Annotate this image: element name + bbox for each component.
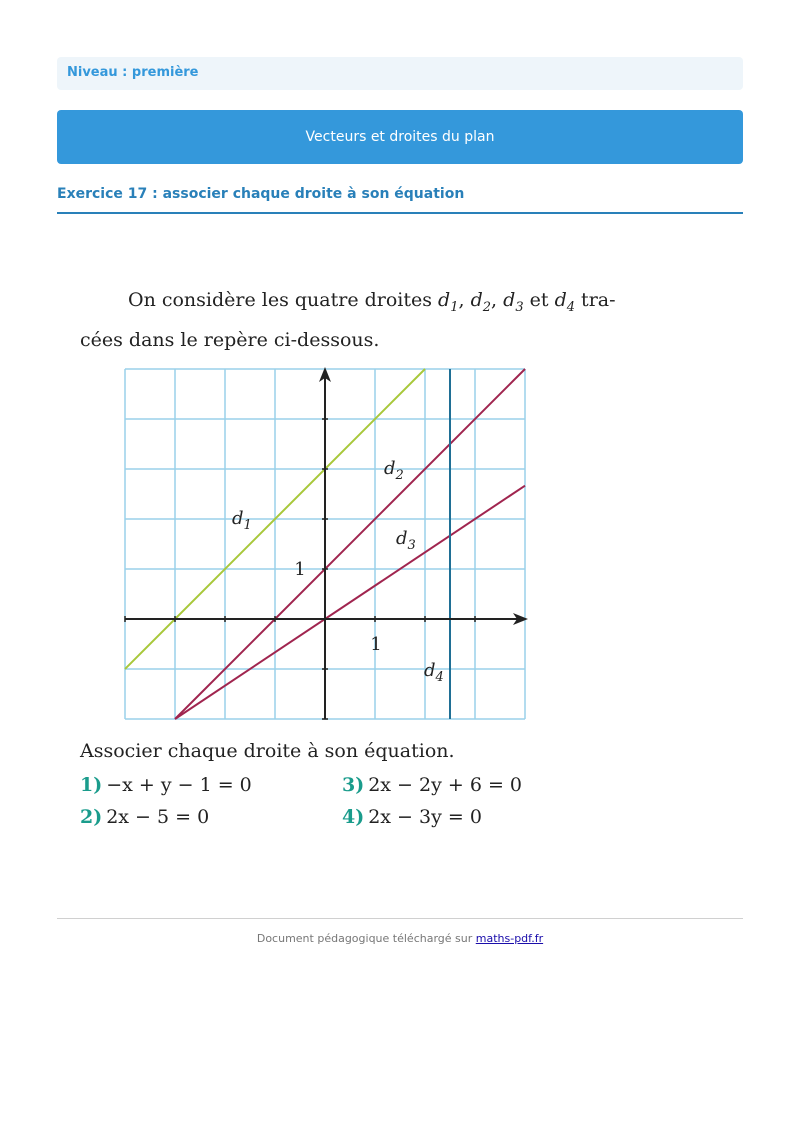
level-text: Niveau : première (67, 65, 199, 80)
equation-1 (80, 774, 252, 796)
intro-label-d4: $d_4$ (554, 289, 576, 315)
equation-2 (80, 806, 209, 828)
equation-2-number: 2) (80, 806, 103, 828)
label-d2: $d_2$ (384, 458, 404, 483)
intro-text-a: On considère les quatre droites (128, 289, 439, 311)
chapter-title: Vecteurs et droites du plan (305, 129, 495, 145)
exercise-intro: On considère les quatre droites $d_1$, $d_2$, $d_3$ et $d_4$ tra- cées dans le repère ci-dessous. (80, 289, 616, 351)
label-d1: $d_1$ (232, 508, 252, 533)
label-d4: $d_4$ (424, 660, 444, 685)
intro-text-b: tra- (575, 289, 616, 311)
exercise-title: Exercice 17 : associer chaque droite à son équation (57, 186, 465, 202)
chapter-banner (57, 110, 743, 164)
equation-1-number: 1) (80, 774, 103, 796)
axes (125, 367, 528, 719)
footer-rule (57, 918, 743, 919)
x-tick-label-1: 1 (370, 634, 382, 655)
equation-1-text: −x + y − 1 = 0 (106, 774, 252, 796)
y-tick-label-1: 1 (294, 559, 306, 580)
equation-4 (342, 806, 482, 828)
equation-3 (342, 774, 522, 796)
equation-3-number: 3) (342, 774, 365, 796)
exercise-title-rule (57, 212, 743, 214)
footer-text: Document pédagogique téléchargé sur (256, 932, 476, 945)
question-text: Associer chaque droite à son équation. (80, 740, 455, 762)
intro-label-d3: $d_3$ (503, 289, 524, 315)
equation-2-text: 2x − 5 = 0 (106, 806, 210, 828)
level-banner (57, 57, 743, 90)
intro-label-d1: $d_1$ (438, 289, 459, 315)
line-d3 (175, 486, 525, 719)
intro-text-line2: cées dans le repère ci-dessous. (80, 328, 380, 351)
footer-link[interactable]: maths-pdf.fr (475, 932, 544, 945)
intro-label-d2: $d_2$ (470, 289, 492, 315)
equation-4-number: 4) (342, 806, 365, 828)
equation-3-text: 2x − 2y + 6 = 0 (368, 774, 523, 796)
line-d2 (175, 369, 525, 719)
coordinate-graph (120, 362, 540, 732)
label-d3: $d_3$ (396, 528, 416, 553)
footer (0, 932, 800, 945)
equation-4-text: 2x − 3y = 0 (368, 806, 482, 828)
